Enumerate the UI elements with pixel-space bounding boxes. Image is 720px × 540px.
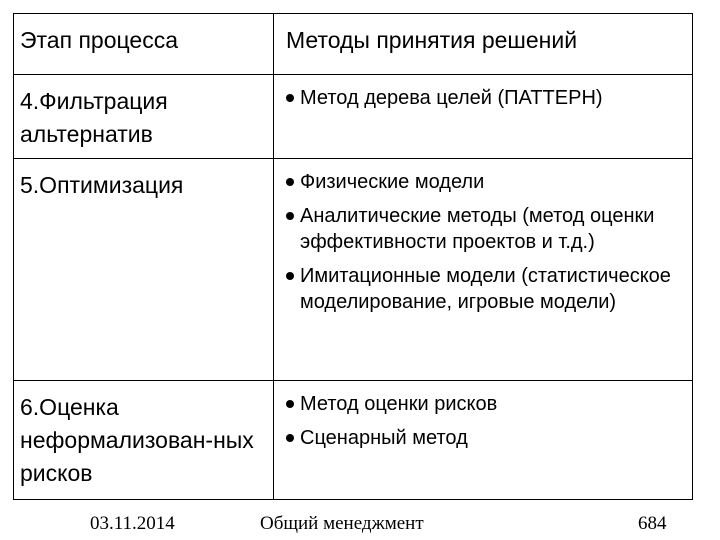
bullet-icon (286, 178, 294, 186)
slide-footer (0, 513, 720, 537)
header-methods: Методы принятия решений (286, 27, 578, 53)
list-item (286, 85, 686, 111)
footer-title: Общий менеджмент (260, 513, 424, 534)
method-text: Имитационные модели (статистическое моделирование, игровые модели) (300, 265, 671, 313)
stage-cell: 6.Оценка неформализован-ных рисков (14, 381, 274, 499)
table-row (14, 380, 692, 499)
header-stage: Этап процесса (14, 14, 274, 74)
methods-cell (274, 75, 692, 158)
list-item (286, 203, 686, 255)
table-row (14, 158, 692, 380)
list-item (286, 425, 686, 451)
bullet-icon (286, 434, 294, 442)
page-number: 684 (638, 513, 667, 534)
bullet-icon (286, 400, 294, 408)
stage-cell: 4.Фильтрация альтернатив (14, 75, 274, 158)
method-text: Метод оценки рисков (300, 393, 498, 415)
bullet-icon (286, 272, 294, 280)
method-text: Сценарный метод (300, 427, 468, 449)
method-text: Аналитические методы (метод оценки эффективности проектов и т.д.) (300, 205, 655, 253)
stage-cell: 5.Оптимизация (14, 159, 274, 380)
method-text: Физические модели (300, 171, 485, 193)
list-item (286, 263, 686, 315)
list-item (286, 391, 686, 417)
bullet-icon (286, 94, 294, 102)
decision-methods-table (13, 13, 693, 500)
methods-cell (274, 159, 692, 380)
method-text: Метод дерева целей (ПАТТЕРН) (300, 87, 603, 109)
table-header-row (14, 14, 692, 74)
bullet-icon (286, 212, 294, 220)
list-item (286, 169, 686, 195)
methods-cell (274, 381, 692, 499)
table-row (14, 74, 692, 158)
footer-date: 03.11.2014 (90, 513, 175, 534)
